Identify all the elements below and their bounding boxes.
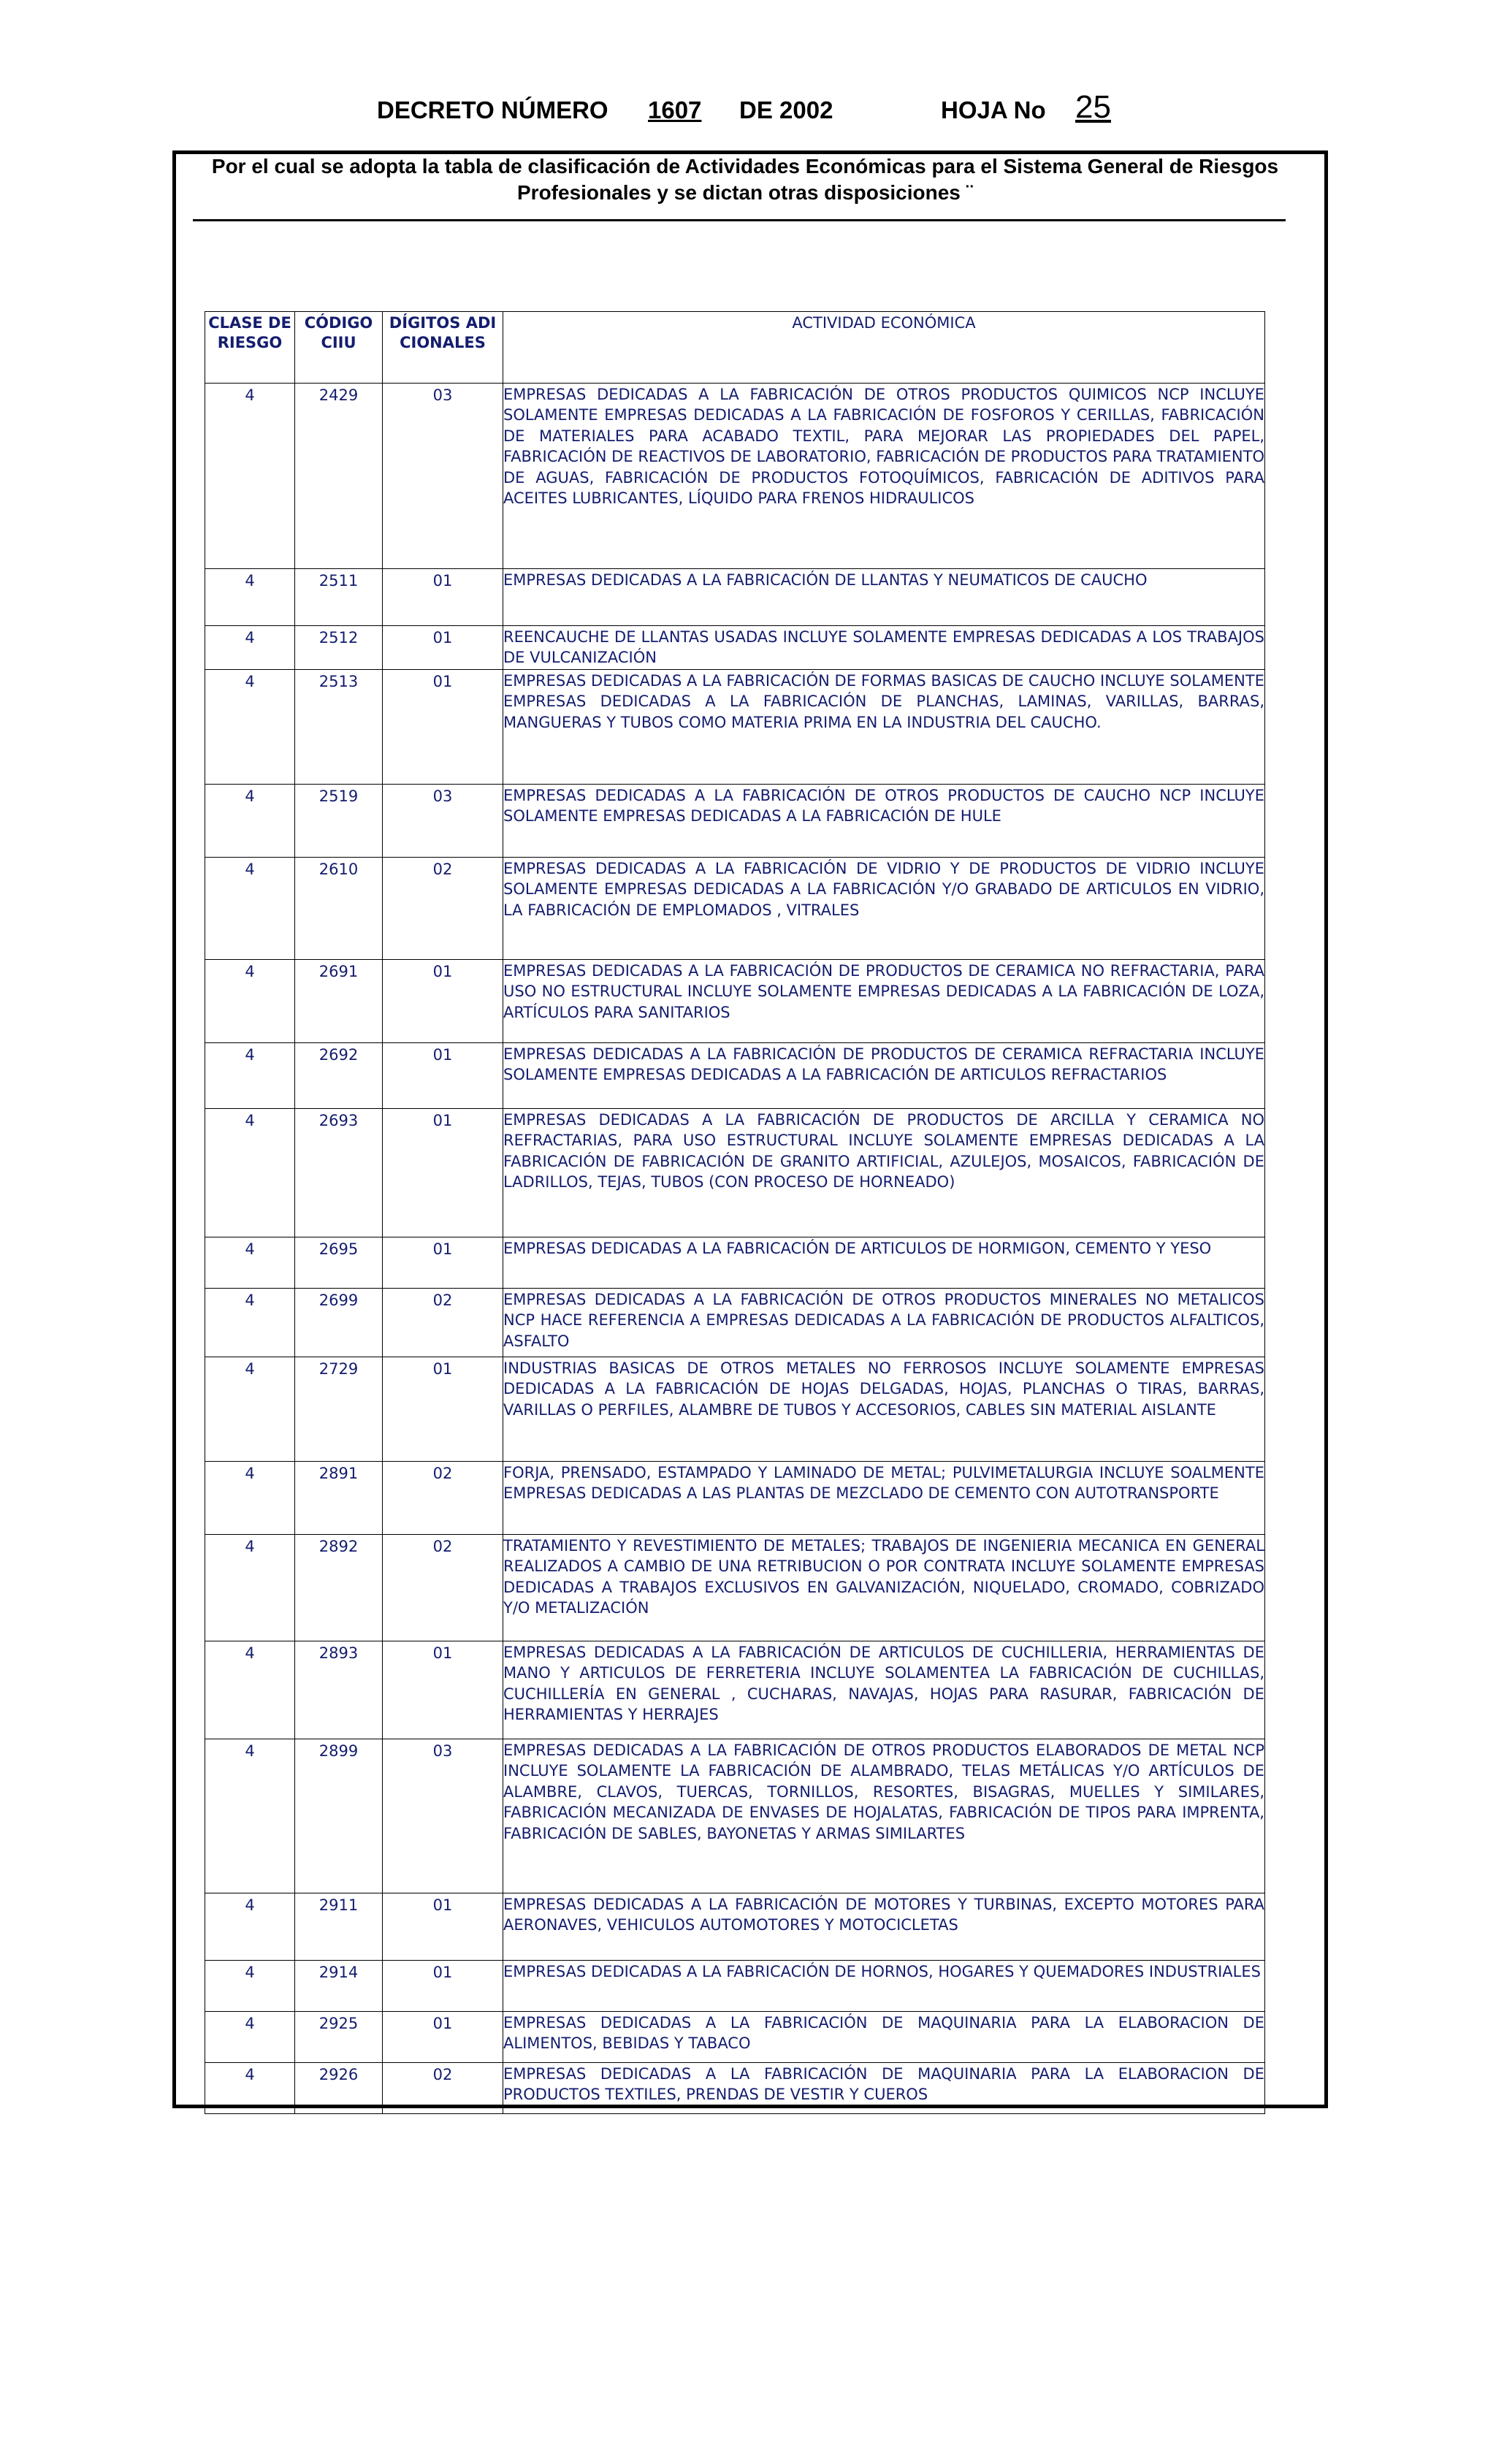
extra-digits-cell: 01: [383, 2012, 503, 2063]
extra-digits-cell: 01: [383, 1641, 503, 1739]
activity-description-cell: EMPRESAS DEDICADAS A LA FABRICACIÓN DE OTROS PRODUCTOS QUIMICOS NCP INCLUYE SOLAMENTE EMPRESAS DEDICADAS A LA FABRICACIÓN DE FOSFOROS Y CERILLAS, FABRICACIÓN DE MATERIALES PARA ACABADO TEXTIL, PARA MEJORAR LAS PROPIEDADES DEL PAPEL, FABRICACIÓN DE REACTIVOS DE LABORATORIO, FABRICACIÓN DE PRODUCTOS PARA TRATAMIENTO DE AGUAS, FABRICACIÓN DE PRODUCTOS FOTOQUÍMICOS, FABRICACIÓN DE ADITIVOS PARA ACEITES LUBRICANTES, LÍQUIDO PARA FRENOS HIDRAULICOS: [503, 384, 1265, 569]
risk-class-cell: 4: [205, 1535, 295, 1641]
table-row: [205, 626, 1265, 670]
table-row: [205, 1357, 1265, 1462]
ciiu-code-cell: 2729: [295, 1357, 383, 1462]
risk-class-cell: 4: [205, 2063, 295, 2114]
ciiu-code-cell: 2693: [295, 1109, 383, 1237]
ciiu-code-cell: 2892: [295, 1535, 383, 1641]
risk-class-cell: 4: [205, 785, 295, 858]
table-header-row: [205, 312, 1265, 384]
ciiu-code-cell: 2911: [295, 1893, 383, 1961]
extra-digits-cell: 01: [383, 569, 503, 626]
extra-digits-cell: 02: [383, 2063, 503, 2114]
activity-description-cell: EMPRESAS DEDICADAS A LA FABRICACIÓN DE VIDRIO Y DE PRODUCTOS DE VIDRIO INCLUYE SOLAMENTE EMPRESAS DEDICADAS A LA FABRICACIÓN Y/O GRABADO DE ARTICULOS EN VIDRIO, LA FABRICACIÓN DE EMPLOMADOS , VITRALES: [503, 858, 1265, 960]
activity-description-cell: EMPRESAS DEDICADAS A LA FABRICACIÓN DE ARTICULOS DE CUCHILLERIA, HERRAMIENTAS DE MANO Y ARTICULOS DE FERRETERIA INCLUYE SOLAMENTEA LA FABRICACIÓN DE CUCHILLAS, CUCHILLERÍA EN GENERAL , CUCHARAS, NAVAJAS, HOJAS PARA RASURAR, FABRICACIÓN DE HERRAMIENTAS Y HERRAJES: [503, 1641, 1265, 1739]
activity-description-cell: FORJA, PRENSADO, ESTAMPADO Y LAMINADO DE METAL; PULVIMETALURGIA INCLUYE SOALMENTE EMPRESAS DEDICADAS A LAS PLANTAS DE MEZCLADO DE CEMENTO CON AUTOTRANSPORTE: [503, 1462, 1265, 1535]
ciiu-code-cell: 2610: [295, 858, 383, 960]
activity-description-cell: EMPRESAS DEDICADAS A LA FABRICACIÓN DE FORMAS BASICAS DE CAUCHO INCLUYE SOLAMENTE EMPRESAS DEDICADAS A LA FABRICACIÓN DE PLANCHAS, LAMINAS, VARILLAS, BARRAS, MANGUERAS Y TUBOS COMO MATERIA PRIMA EN LA INDUSTRIA DEL CAUCHO.: [503, 670, 1265, 785]
risk-class-cell: 4: [205, 2012, 295, 2063]
ciiu-code-cell: 2891: [295, 1462, 383, 1535]
table-row: [205, 1739, 1265, 1893]
risk-class-cell: 4: [205, 1289, 295, 1357]
table-row: [205, 785, 1265, 858]
risk-class-cell: 4: [205, 1357, 295, 1462]
activity-description-cell: INDUSTRIAS BASICAS DE OTROS METALES NO FERROSOS INCLUYE SOLAMENTE EMPRESAS DEDICADAS A LA FABRICACIÓN DE HOJAS DELGADAS, HOJAS, PLANCHAS O TIRAS, BARRAS, VARILLAS O PERFILES, ALAMBRE DE TUBOS Y ACCESORIOS, CABLES SIN MATERIAL AISLANTE: [503, 1357, 1265, 1462]
table-body: [205, 384, 1265, 2114]
extra-digits-cell: 01: [383, 1893, 503, 1961]
extra-digits-cell: 01: [383, 1109, 503, 1237]
activity-description-cell: EMPRESAS DEDICADAS A LA FABRICACIÓN DE OTROS PRODUCTOS MINERALES NO METALICOS NCP HACE REFERENCIA A EMPRESAS DEDICADAS A LA FABRICACIÓN DE PRODUCTOS ALFALTICOS, ASFALTO: [503, 1289, 1265, 1357]
subtitle-divider: [193, 219, 1286, 221]
extra-digits-cell: 03: [383, 785, 503, 858]
table-row: [205, 1961, 1265, 2012]
extra-digits-cell: 02: [383, 1462, 503, 1535]
activity-description-cell: EMPRESAS DEDICADAS A LA FABRICACIÓN DE PRODUCTOS DE CERAMICA NO REFRACTARIA, PARA USO NO ESTRUCTURAL INCLUYE SOLAMENTE EMPRESAS DEDICADAS A LA FABRICACIÓN DE LOZA, ARTÍCULOS PARA SANITARIOS: [503, 960, 1265, 1043]
risk-class-cell: 4: [205, 569, 295, 626]
risk-class-cell: 4: [205, 1043, 295, 1109]
decree-subtitle: Por el cual se adopta la tabla de clasificación de Actividades Económicas para el Sistema General de Riesgos Profesionales y se dictan otras disposiciones ¨: [211, 155, 1279, 204]
activities-table: [205, 311, 1265, 2114]
table-row: [205, 1043, 1265, 1109]
header-digitos-adicionales: DÍGITOS ADICIONALES: [383, 312, 503, 384]
table-row: [205, 858, 1265, 960]
extra-digits-cell: 02: [383, 1289, 503, 1357]
header-clase-riesgo: CLASE DE RIESGO: [205, 312, 295, 384]
ciiu-code-cell: 2691: [295, 960, 383, 1043]
extra-digits-cell: 03: [383, 1739, 503, 1893]
ciiu-code-cell: 2899: [295, 1739, 383, 1893]
table-row: [205, 2063, 1265, 2114]
table-row: [205, 1641, 1265, 1739]
table-row: [205, 670, 1265, 785]
ciiu-code-cell: 2695: [295, 1237, 383, 1289]
table-row: [205, 960, 1265, 1043]
table-row: [205, 569, 1265, 626]
activity-description-cell: EMPRESAS DEDICADAS A LA FABRICACIÓN DE ARTICULOS DE HORMIGON, CEMENTO Y YESO: [503, 1237, 1265, 1289]
ciiu-code-cell: 2513: [295, 670, 383, 785]
decree-year: DE 2002: [739, 96, 833, 123]
activity-description-cell: EMPRESAS DEDICADAS A LA FABRICACIÓN DE HORNOS, HOGARES Y QUEMADORES INDUSTRIALES: [503, 1961, 1265, 2012]
risk-class-cell: 4: [205, 1641, 295, 1739]
risk-class-cell: 4: [205, 960, 295, 1043]
table-row: [205, 1237, 1265, 1289]
extra-digits-cell: 01: [383, 1961, 503, 2012]
ciiu-code-cell: 2512: [295, 626, 383, 670]
table-row: [205, 1462, 1265, 1535]
risk-class-cell: 4: [205, 1893, 295, 1961]
extra-digits-cell: 01: [383, 960, 503, 1043]
header-actividad-economica: ACTIVIDAD ECONÓMICA: [503, 312, 1265, 384]
table-row: [205, 1893, 1265, 1961]
table-row: [205, 2012, 1265, 2063]
extra-digits-cell: 01: [383, 670, 503, 785]
risk-class-cell: 4: [205, 670, 295, 785]
activity-description-cell: EMPRESAS DEDICADAS A LA FABRICACIÓN DE MOTORES Y TURBINAS, EXCEPTO MOTORES PARA AERONAVES, VEHICULOS AUTOMOTORES Y MOTOCICLETAS: [503, 1893, 1265, 1961]
risk-class-cell: 4: [205, 858, 295, 960]
extra-digits-cell: 01: [383, 1043, 503, 1109]
activity-description-cell: TRATAMIENTO Y REVESTIMIENTO DE METALES; TRABAJOS DE INGENIERIA MECANICA EN GENERAL REALIZADOS A CAMBIO DE UNA RETRIBUCION O POR CONTRATA INCLUYE SOLAMENTE EMPRESAS DEDICADAS A TRABAJOS EXCLUSIVOS EN GALVANIZACIÓN, NIQUELADO, CROMADO, COBRIZADO Y/O METALIZACIÓN: [503, 1535, 1265, 1641]
risk-class-cell: 4: [205, 1961, 295, 2012]
ciiu-code-cell: 2699: [295, 1289, 383, 1357]
ciiu-code-cell: 2511: [295, 569, 383, 626]
decreto-label: DECRETO NÚMERO: [377, 96, 608, 123]
risk-class-cell: 4: [205, 1739, 295, 1893]
ciiu-code-cell: 2429: [295, 384, 383, 569]
ciiu-code-cell: 2914: [295, 1961, 383, 2012]
risk-class-cell: 4: [205, 626, 295, 670]
extra-digits-cell: 03: [383, 384, 503, 569]
ciiu-code-cell: 2893: [295, 1641, 383, 1739]
extra-digits-cell: 02: [383, 858, 503, 960]
activity-description-cell: EMPRESAS DEDICADAS A LA FABRICACIÓN DE MAQUINARIA PARA LA ELABORACION DE ALIMENTOS, BEBIDAS Y TABACO: [503, 2012, 1265, 2063]
extra-digits-cell: 02: [383, 1535, 503, 1641]
activity-description-cell: EMPRESAS DEDICADAS A LA FABRICACIÓN DE OTROS PRODUCTOS ELABORADOS DE METAL NCP INCLUYE SOLAMENTE LA FABRICACIÓN DE ALAMBRADO, TELAS METÁLICAS Y/O ARTÍCULOS DE ALAMBRE, CLAVOS, TUERCAS, TORNILLOS, RESORTES, BISAGRAS, MUELLES Y SIMILARES, FABRICACIÓN MECANIZADA DE ENVASES DE HOJALATAS, FABRICACIÓN DE TIPOS PARA IMPRENTA, FABRICACIÓN DE SABLES, BAYONETAS Y ARMAS SIMILARTES: [503, 1739, 1265, 1893]
activity-description-cell: EMPRESAS DEDICADAS A LA FABRICACIÓN DE LLANTAS Y NEUMATICOS DE CAUCHO: [503, 569, 1265, 626]
extra-digits-cell: 01: [383, 1357, 503, 1462]
table-row: [205, 1535, 1265, 1641]
risk-class-cell: 4: [205, 1109, 295, 1237]
ciiu-code-cell: 2925: [295, 2012, 383, 2063]
page-header: [377, 89, 1180, 134]
table-row: [205, 1109, 1265, 1237]
extra-digits-cell: 01: [383, 1237, 503, 1289]
extra-digits-cell: 01: [383, 626, 503, 670]
table-row: [205, 384, 1265, 569]
risk-class-cell: 4: [205, 1237, 295, 1289]
ciiu-code-cell: 2926: [295, 2063, 383, 2114]
risk-class-cell: 4: [205, 384, 295, 569]
hoja-number: 25: [1075, 89, 1111, 125]
activity-description-cell: EMPRESAS DEDICADAS A LA FABRICACIÓN DE PRODUCTOS DE CERAMICA REFRACTARIA INCLUYE SOLAMENTE EMPRESAS DEDICADAS A LA FABRICACIÓN DE ARTICULOS REFRACTARIOS: [503, 1043, 1265, 1109]
decreto-number: 1607: [648, 96, 702, 123]
ciiu-code-cell: 2692: [295, 1043, 383, 1109]
activity-description-cell: EMPRESAS DEDICADAS A LA FABRICACIÓN DE MAQUINARIA PARA LA ELABORACION DE PRODUCTOS TEXTILES, PRENDAS DE VESTIR Y CUEROS: [503, 2063, 1265, 2114]
risk-class-cell: 4: [205, 1462, 295, 1535]
hoja-label: HOJA No: [941, 96, 1046, 123]
activity-description-cell: REENCAUCHE DE LLANTAS USADAS INCLUYE SOLAMENTE EMPRESAS DEDICADAS A LOS TRABAJOS DE VULCANIZACIÓN: [503, 626, 1265, 670]
table-row: [205, 1289, 1265, 1357]
activity-description-cell: EMPRESAS DEDICADAS A LA FABRICACIÓN DE OTROS PRODUCTOS DE CAUCHO NCP INCLUYE SOLAMENTE EMPRESAS DEDICADAS A LA FABRICACIÓN DE HULE: [503, 785, 1265, 858]
activity-description-cell: EMPRESAS DEDICADAS A LA FABRICACIÓN DE PRODUCTOS DE ARCILLA Y CERAMICA NO REFRACTARIAS, PARA USO ESTRUCTURAL INCLUYE SOLAMENTE EMPRESAS DEDICADAS A LA FABRICACIÓN DE FABRICACIÓN DE GRANITO ARTIFICIAL, AZULEJOS, MOSAICOS, FABRICACIÓN DE LADRILLOS, TEJAS, TUBOS (CON PROCESO DE HORNEADO): [503, 1109, 1265, 1237]
header-codigo-ciiu: CÓDIGO CIIU: [295, 312, 383, 384]
ciiu-code-cell: 2519: [295, 785, 383, 858]
